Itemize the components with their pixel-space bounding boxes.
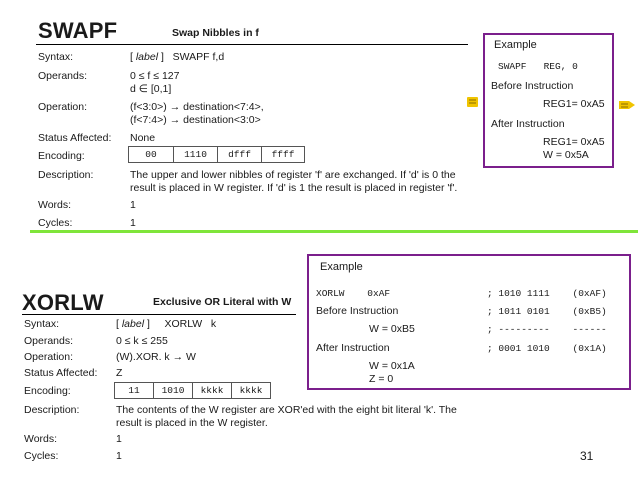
xorlw-encoding-cell: 11 <box>115 383 154 398</box>
page-number: 31 <box>580 449 594 463</box>
swapf-words-label: Words: <box>38 199 72 211</box>
xorlw-header-rule <box>22 314 296 315</box>
swapf-operands-value-1: 0 ≤ f ≤ 127 <box>130 70 180 82</box>
xorlw-encoding-label: Encoding: <box>24 385 71 397</box>
section-divider <box>30 230 638 233</box>
xorlw-words-value: 1 <box>116 433 122 445</box>
swapf-mnemonic: SWAPF <box>38 18 118 43</box>
swapf-status-value: None <box>130 132 156 144</box>
xorlw-example-before-value: W = 0xB5 <box>369 323 415 335</box>
xorlw-description-line-2: result is placed in the W register. <box>116 417 268 429</box>
swapf-operation-value-2: (f<7:4>) → destination<3:0> <box>130 114 261 126</box>
xorlw-example-title: Example <box>320 261 363 273</box>
xorlw-status-label: Status Affected: <box>24 367 98 379</box>
swapf-example-after-label: After Instruction <box>491 118 565 130</box>
xorlw-syntax-label: Syntax: <box>24 318 60 330</box>
xorlw-words-label: Words: <box>24 433 58 445</box>
xorlw-subtitle: Exclusive OR Literal with W <box>153 296 292 308</box>
swapf-words-value: 1 <box>130 199 136 211</box>
xorlw-example-box <box>307 254 631 390</box>
xorlw-example-after-label: After Instruction <box>316 342 390 354</box>
swapf-status-label: Status Affected: <box>38 132 112 144</box>
xorlw-encoding-cell: kkkk <box>193 383 232 398</box>
xorlw-encoding-cell: 1010 <box>154 383 193 398</box>
xorlw-example-code: XORLW 0xAF <box>316 288 391 299</box>
swapf-operands-label: Operands: <box>38 70 88 82</box>
xorlw-description-line-1: The contents of the W register are XOR'ed with the eight bit literal 'k'. The <box>116 404 457 416</box>
xorlw-status-value: Z <box>116 367 123 379</box>
swapf-encoding-cell: 1110 <box>174 147 218 162</box>
swapf-cycles-value: 1 <box>130 217 136 229</box>
swapf-header-rule <box>36 44 468 45</box>
swapf-example-before-value: REG1= 0xA5 <box>543 98 605 110</box>
xorlw-example-before-label: Before Instruction <box>316 305 399 317</box>
swapf-example-box <box>483 33 614 168</box>
xorlw-operation-label: Operation: <box>24 351 74 363</box>
xorlw-comment-line: ; 1011 0101 (0xB5) <box>487 306 607 317</box>
swapf-encoding-cell: dfff <box>218 147 262 162</box>
swapf-operands-value-2: d ∈ [0,1] <box>130 83 172 95</box>
xorlw-encoding-cell: kkkk <box>239 385 263 396</box>
swapf-cycles-label: Cycles: <box>38 217 73 229</box>
swapf-encoding-cell: 00 <box>129 147 174 162</box>
swapf-syntax-label: Syntax: <box>38 51 74 63</box>
swapf-encoding-label: Encoding: <box>38 150 85 162</box>
xorlw-operands-label: Operands: <box>24 335 74 347</box>
xorlw-syntax-value: [ label ] XORLW k <box>116 318 217 330</box>
arrow-pointer-icon <box>466 95 480 109</box>
xorlw-cycles-value: 1 <box>116 450 122 462</box>
swapf-operation-value-1: (f<3:0>) → destination<7:4>, <box>130 101 264 113</box>
xorlw-comment-line: ; --------- ------ <box>487 324 607 335</box>
xorlw-example-after-value-2: Z = 0 <box>369 373 394 385</box>
swapf-example-after-value-2: W = 0x5A <box>543 149 589 161</box>
xorlw-cycles-label: Cycles: <box>24 450 59 462</box>
swapf-example-code: SWAPF REG, 0 <box>498 61 578 72</box>
xorlw-mnemonic: XORLW <box>22 290 104 315</box>
xorlw-encoding-table <box>114 382 271 399</box>
xorlw-example-after-value-1: W = 0x1A <box>369 360 415 372</box>
arrow-pointer-icon <box>618 98 636 112</box>
swapf-operation-label: Operation: <box>38 101 88 113</box>
xorlw-operands-value: 0 ≤ k ≤ 255 <box>116 335 168 347</box>
swapf-encoding-table <box>128 146 305 163</box>
swapf-description-line-1: The upper and lower nibbles of register 'f' are exchanged. If 'd' is 0 the <box>130 169 456 181</box>
swapf-example-title: Example <box>494 39 537 51</box>
xorlw-operation-value: (W).XOR. k → W <box>116 351 196 363</box>
swapf-example-before-label: Before Instruction <box>491 80 574 92</box>
xorlw-comment-line: ; 1010 1111 (0xAF) <box>487 288 607 299</box>
xorlw-description-label: Description: <box>24 404 80 416</box>
swapf-encoding-cell: ffff <box>271 149 295 160</box>
swapf-description-label: Description: <box>38 169 94 181</box>
swapf-description-line-2: result is placed in W register. If 'd' is 1 the result is placed in register 'f'. <box>130 182 458 194</box>
swapf-syntax-value: [ label ] SWAPF f,d <box>130 51 225 63</box>
xorlw-comment-line: ; 0001 1010 (0x1A) <box>487 343 607 354</box>
swapf-example-after-value-1: REG1= 0xA5 <box>543 136 605 148</box>
swapf-subtitle: Swap Nibbles in f <box>172 27 259 39</box>
